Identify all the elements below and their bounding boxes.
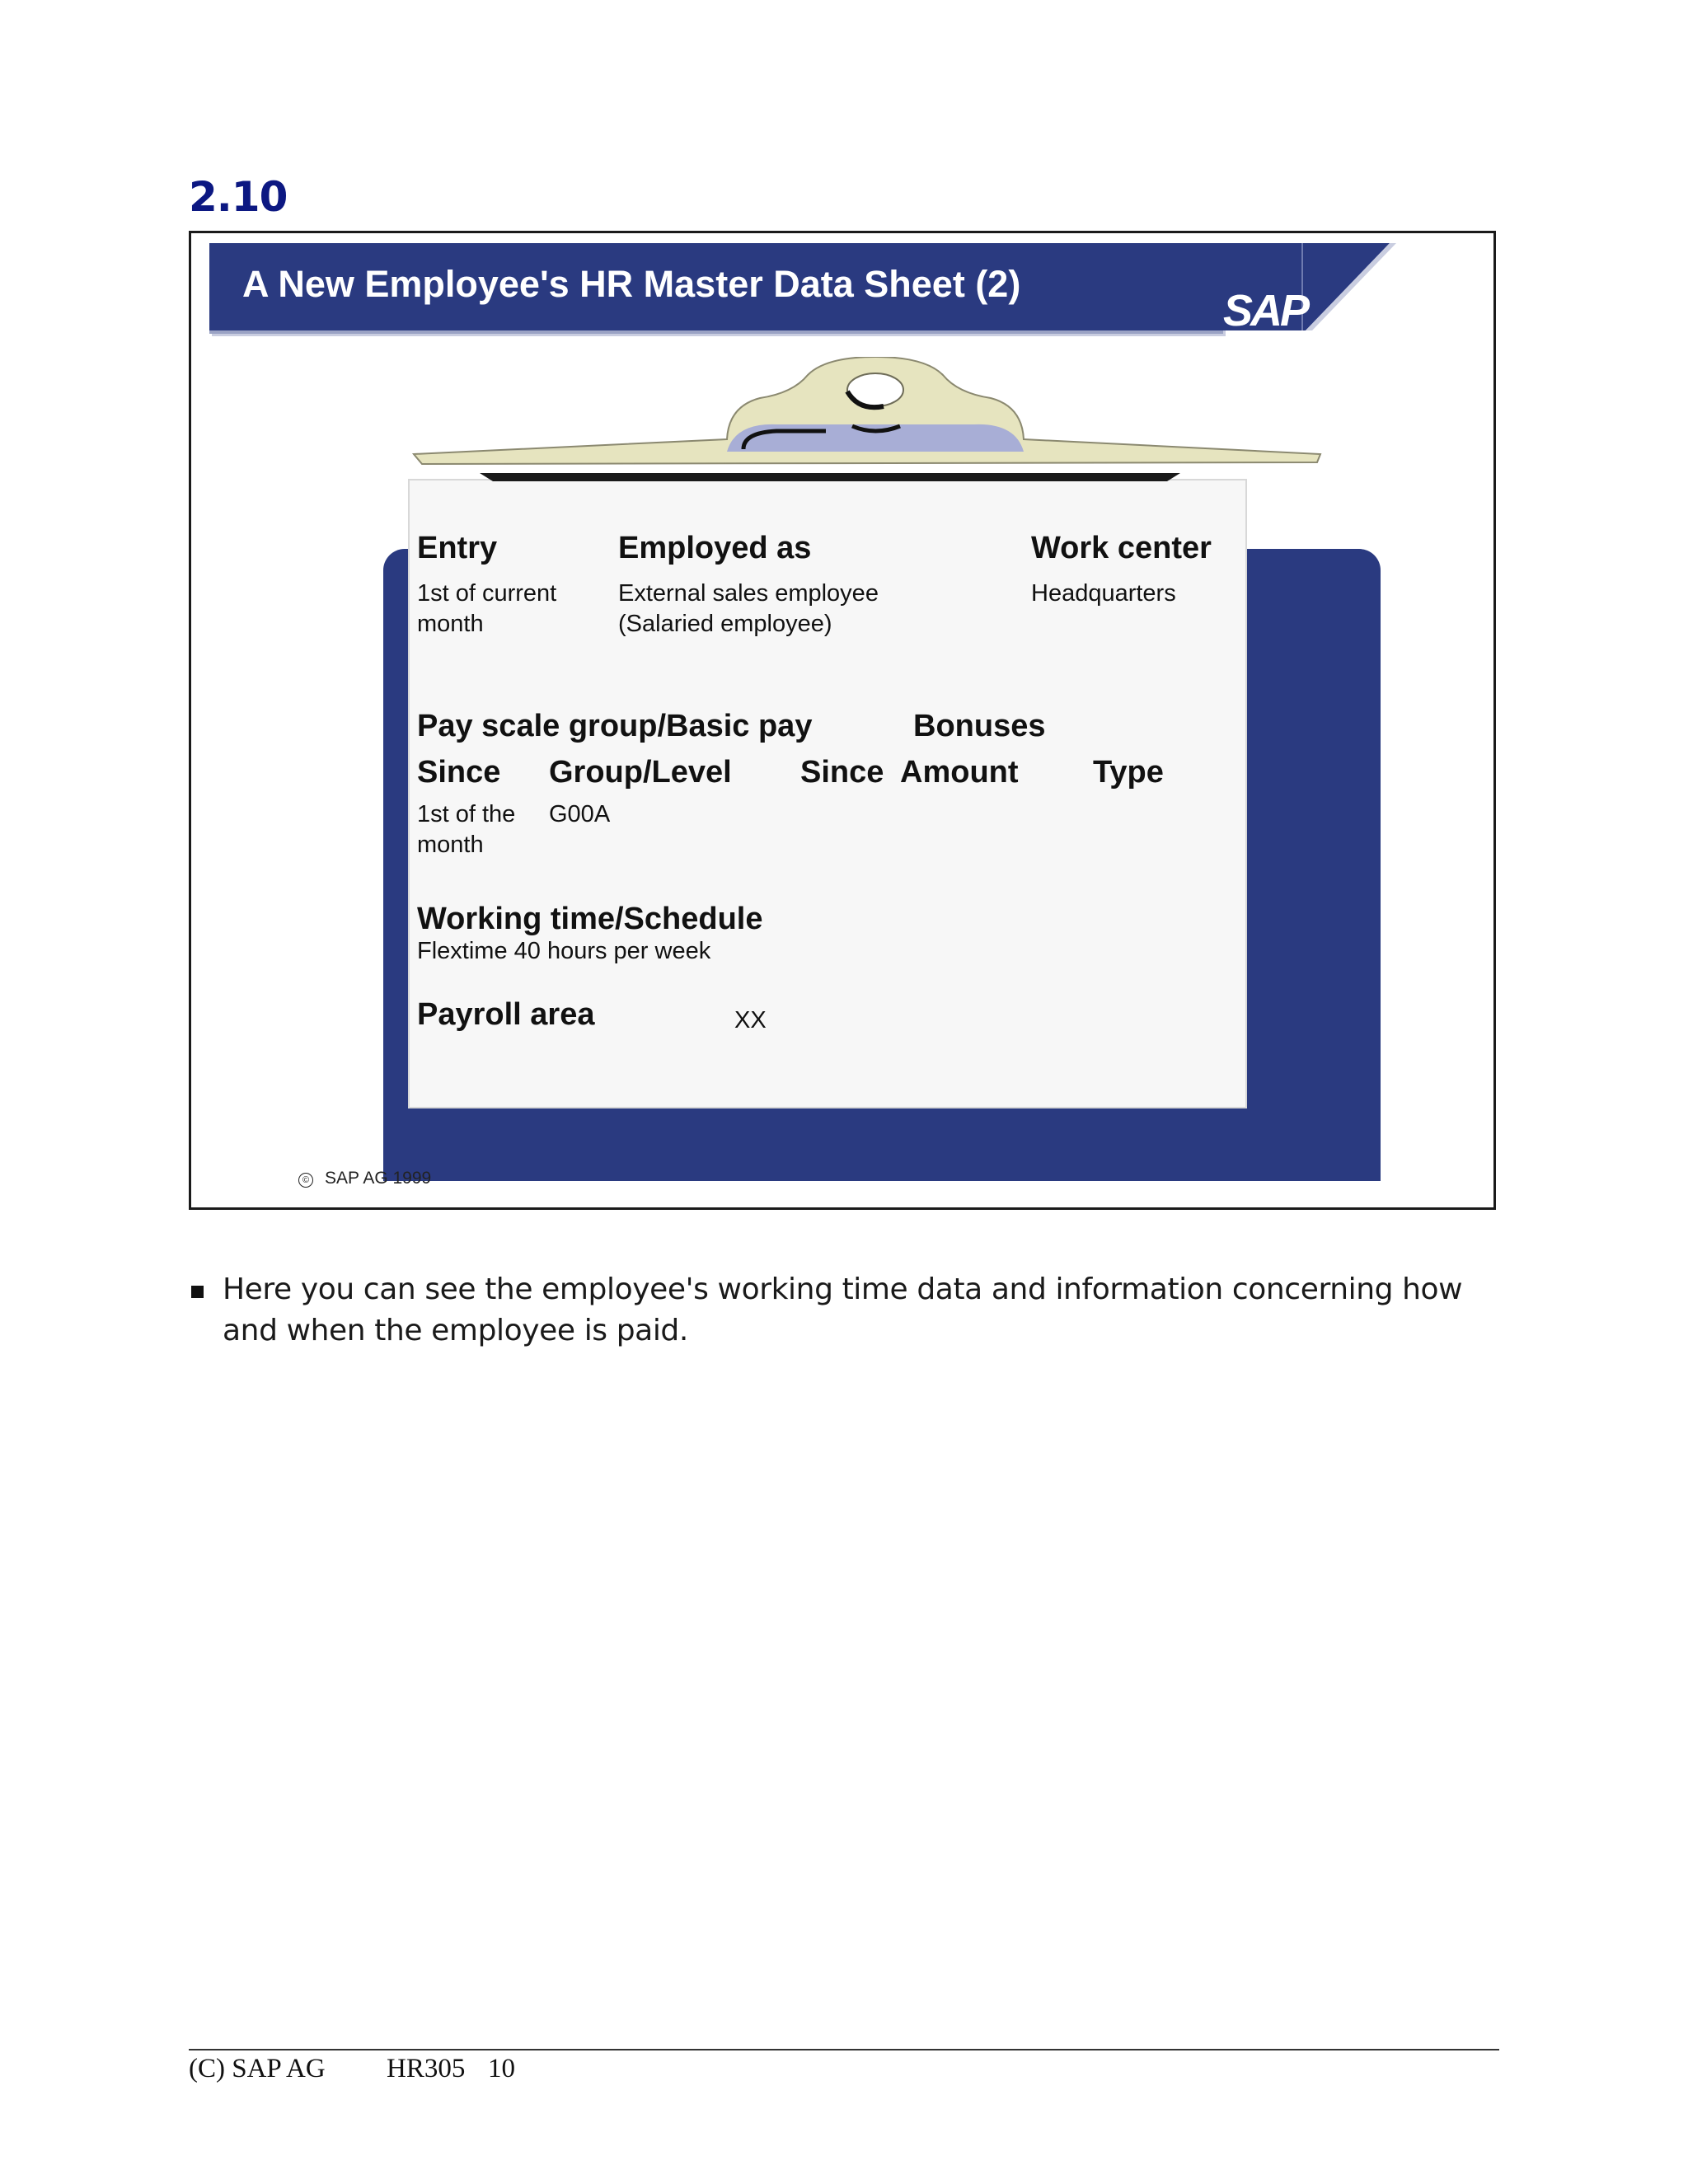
- employed-as-label: Employed as: [618, 531, 812, 565]
- work-center-value: Headquarters: [1031, 580, 1176, 607]
- footer-divider: [189, 2049, 1499, 2050]
- group-level-label: Group/Level: [549, 755, 732, 790]
- footer-page-number: 10: [488, 2054, 515, 2083]
- working-time-value: Flextime 40 hours per week: [417, 938, 711, 964]
- copyright-icon: ©: [298, 1173, 313, 1188]
- pay-since-value: 1st of the month: [417, 801, 516, 858]
- payroll-area-value: XX: [734, 1007, 767, 1033]
- footer-course: HR305: [387, 2054, 466, 2083]
- entry-label: Entry: [417, 531, 498, 565]
- entry-value: 1st of current month: [417, 580, 557, 637]
- bullet-text: Here you can see the employee's working time data and information concerning how and when the employee is paid.: [223, 1272, 1463, 1347]
- pay-scale-heading: Pay scale group/Basic pay: [417, 709, 813, 743]
- sap-logo: [1220, 243, 1426, 334]
- slide-title: A New Employee's HR Master Data Sheet (2): [242, 263, 1021, 305]
- footer-company: (C) SAP AG: [189, 2054, 326, 2083]
- bonus-amount-label: Amount: [900, 755, 1019, 790]
- employed-as-value: External sales employee (Salaried employee): [618, 580, 879, 637]
- work-center-label: Work center: [1031, 531, 1212, 565]
- copyright-text: SAP AG 1999: [325, 1169, 432, 1188]
- payroll-area-label: Payroll area: [417, 997, 595, 1032]
- pay-since-label: Since: [417, 755, 501, 790]
- slide-copyright: [298, 1169, 431, 1188]
- bonus-since-label: Since: [800, 755, 884, 790]
- bonus-type-label: Type: [1093, 755, 1164, 790]
- slide-frame: [189, 231, 1496, 1210]
- group-level-value: G00A: [549, 801, 611, 827]
- slide-title-bar: [209, 243, 1223, 334]
- section-number: 2.10: [189, 173, 288, 221]
- working-time-label: Working time/Schedule: [417, 902, 763, 936]
- data-sheet: [409, 480, 1245, 1106]
- bonuses-heading: Bonuses: [913, 709, 1046, 743]
- sap-logo-text: SAP: [1223, 286, 1308, 334]
- bullet-square-icon: [191, 1286, 204, 1298]
